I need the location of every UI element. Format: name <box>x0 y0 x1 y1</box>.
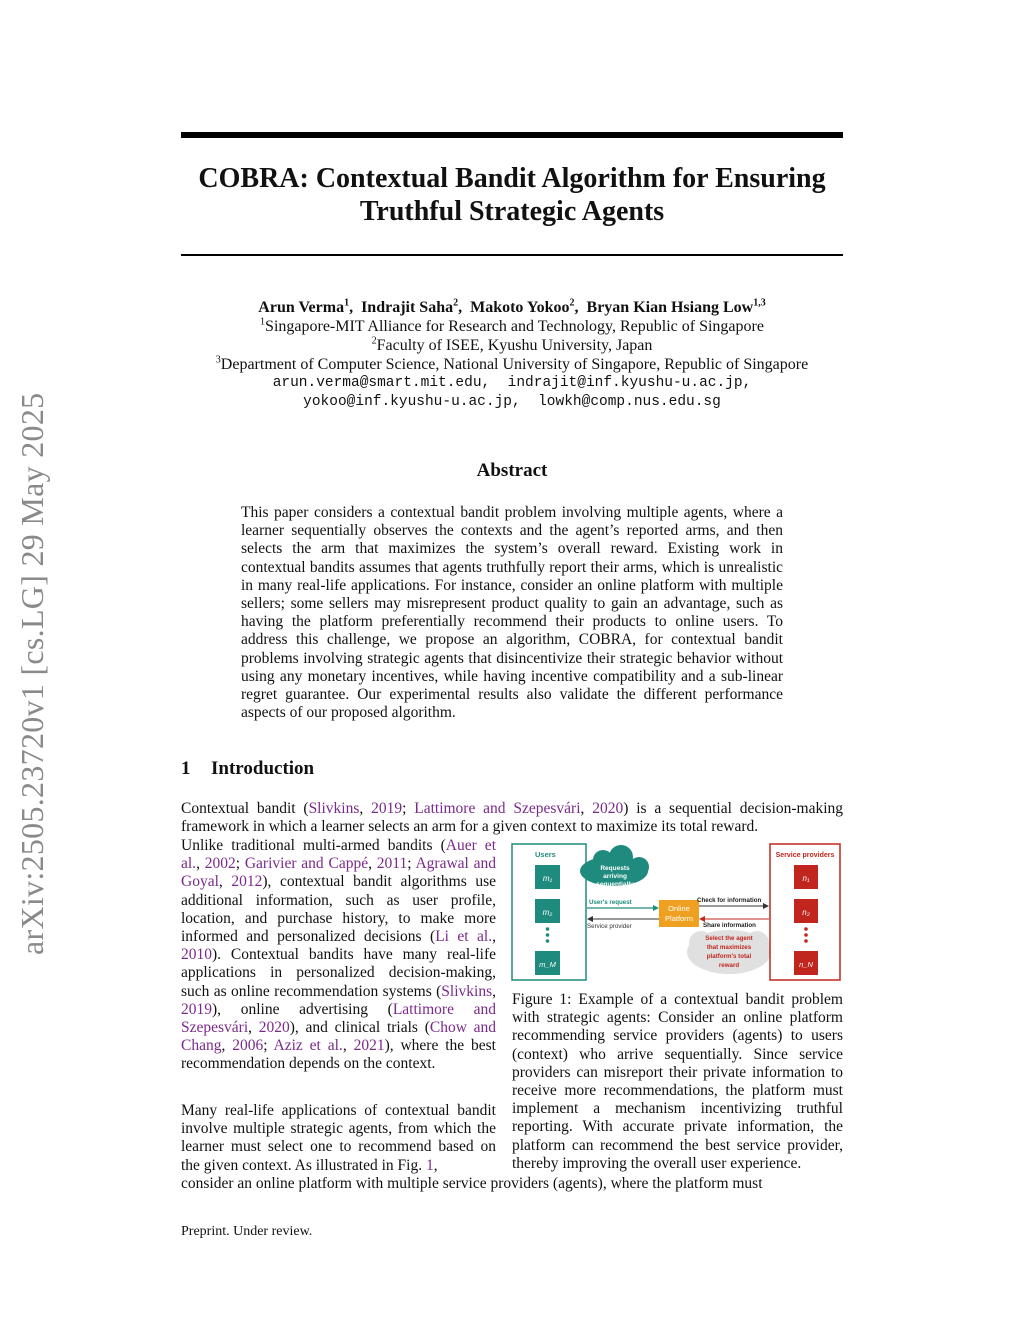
citation-link[interactable]: 2019 <box>371 800 403 817</box>
users-request-label: User's request <box>589 899 632 906</box>
citation-link[interactable]: 2020 <box>592 800 624 817</box>
citation-link[interactable]: 2006 <box>232 1037 264 1055</box>
ellipsis-dot <box>804 927 808 931</box>
user-label: m₁ <box>542 874 553 883</box>
figure-1 <box>511 843 842 983</box>
platform-text-line: Online <box>668 904 690 913</box>
emails-line-2: yokoo@inf.kyushu-u.ac.jp, lowkh@comp.nus.edu.sg <box>303 394 721 410</box>
cloud-text-line: sequentially <box>596 881 634 888</box>
section-number: 1 <box>181 758 191 779</box>
citation-link[interactable]: 2002 <box>204 855 236 873</box>
citation-link[interactable]: 2012 <box>231 873 263 891</box>
check-info-label: Check for information <box>697 897 762 904</box>
citation-link[interactable]: Lattimore and Szepesvári <box>181 1000 496 1037</box>
intro-paragraph-4: consider an online platform with multiple service providers (agents), where the platform must <box>181 1175 763 1192</box>
select-text-line: that maximizes <box>706 944 752 951</box>
paper-title: COBRA: Contextual Bandit Algorithm for Ensuring Truthful Strategic Agents <box>198 163 826 227</box>
citation-link[interactable]: Lattimore and Szepesvári <box>414 800 581 817</box>
figure-ref-link[interactable]: 1 <box>425 1156 434 1174</box>
select-text-line: Select the agent <box>705 935 753 942</box>
arrowhead <box>653 905 659 911</box>
citation-link[interactable]: 2020 <box>258 1019 290 1037</box>
provider-label: n₂ <box>802 908 810 917</box>
author-block <box>140 298 884 412</box>
title-bottom-rule <box>181 254 843 256</box>
ellipsis-dot <box>804 939 808 943</box>
section-heading <box>181 758 314 780</box>
share-info-label: Share information <box>703 922 756 929</box>
users-label: Users <box>535 850 556 859</box>
email-link[interactable]: indrajit@inf.kyushu-u.ac.jp <box>507 375 743 391</box>
arrowhead <box>587 916 593 922</box>
figure-caption: Figure 1: Example of a contextual bandit problem with strategic agents: Consider an online platform recommending service providers (agents) to users (context) who arrive sequentially. Since service providers can misreport their private information to receive more recommendations, the platform must implement a mechanism incentivizing truthful reporting. With accurate private information, the platform can recommend the best service provider, thereby improving the overall user experience. <box>512 991 843 1172</box>
provider-label: n_N <box>799 960 813 969</box>
citation-link[interactable]: Li et al. <box>435 928 493 946</box>
cloud-text-line: arriving <box>603 873 627 880</box>
citation-link[interactable]: 2011 <box>376 855 408 873</box>
ellipsis-dot <box>546 939 550 943</box>
citation-link[interactable]: 2010 <box>181 946 212 964</box>
affiliation-2: $^2$Faculty of ISEE, Kyushu University, Japan <box>371 335 653 354</box>
select-text-line: platform's total <box>706 953 752 960</box>
platform-text-line: Platform <box>665 914 693 923</box>
citation-link[interactable]: Garivier and Cappé <box>244 855 369 873</box>
citation-link[interactable]: 2021 <box>353 1037 385 1055</box>
citation-link[interactable]: Slivkins <box>308 800 360 817</box>
citation-link[interactable]: Agrawal and Goyal <box>181 855 497 891</box>
emails-line-1: arun.verma@smart.mit.edu, indrajit@inf.kyushu-u.ac.jp, <box>272 375 752 391</box>
provider-label: n₁ <box>802 874 810 883</box>
user-label: m₂ <box>542 908 553 917</box>
intro-paragraph-1: Contextual bandit (Slivkins, 2019; Lattimore and Szepesvári, 2020) is a sequential decision-making framework in which a learner selects an arm for a given context to maximize its total reward. <box>181 800 844 836</box>
affiliation-3: $^3$Department of Computer Science, National University of Singapore, Republic of Singapore <box>215 354 809 373</box>
abstract-text: This paper considers a contextual bandit problem involving multiple agents, where a learner sequentially observes the contexts and the agent’s reported arms, and then selects the arm that maximizes the system’s overall reward. Existing work in contextual bandits assumes that agents truthfully report their arms, which is unrealistic in many real-life applications. For instance, consider an online platform with multiple sellers; some sellers may misrepresent product quality to gain an advantage, such as having the platform preferentially recommend their products to online users. To address this challenge, we propose an algorithm, COBRA, for contextual bandit problems involving strategic agents that disincentivize their strategic behavior without using any monetary incentives, while having incentive compatibility and a sub-linear regret guarantee. Our experimental results also validate the different performance aspects of our proposed algorithm. <box>241 504 783 722</box>
affiliation-1: $^1$Singapore-MIT Alliance for Research and Technology, Republic of Singapore <box>260 316 764 335</box>
email-link[interactable]: arun.verma@smart.mit.edu <box>272 375 482 391</box>
section-title: Introduction <box>211 758 315 779</box>
citation-link[interactable]: 2019 <box>181 1000 212 1018</box>
email-link[interactable]: lowkh@comp.nus.edu.sg <box>538 394 721 410</box>
ellipsis-dot <box>546 933 550 937</box>
arxiv-stamp: arXiv:2505.23720v1 [cs.LG] 29 May 2025 <box>14 392 50 955</box>
intro-paragraph-2: Unlike traditional multi-armed bandits (Auer et al., 2002; Garivier and Cappé, 2011; Agrawal and Goyal, 2012), contextual bandit algorithms use additional information, such as user profile, location, and purchase history, to make more informed and personalized decisions (Li et al., 2010). Contextual bandits have many real-life applications in personalized decision-making, such as online recommendation systems (Slivkins, 2019), online advertising (Lattimore and Szepesvári, 2020), and clinical trials (Chow and Chang, 2006; Aziz et al., 2021), where the best recommendation depends on the context. <box>181 837 497 1073</box>
ellipsis-dot <box>804 933 808 937</box>
intro-paragraph-3: Many real-life applications of contextual bandit involve multiple strategic agents, from which the learner must select one to recommend based on the given context. As illustrated in Fig. 1, <box>181 1102 496 1174</box>
ellipsis-dot <box>546 927 550 931</box>
title-top-rule <box>181 132 843 138</box>
citation-link[interactable]: Aziz et al. <box>273 1037 343 1055</box>
citation-link[interactable]: Auer et al. <box>181 837 496 873</box>
abstract-heading: Abstract <box>476 460 548 481</box>
footer-note: Preprint. Under review. <box>181 1224 313 1239</box>
cloud-text-line: Requests <box>600 865 630 872</box>
select-text-line: reward <box>718 962 740 969</box>
providers-label: Service providers <box>775 852 835 859</box>
user-label: m_M <box>539 960 556 969</box>
email-link[interactable]: yokoo@inf.kyushu-u.ac.jp <box>303 394 512 410</box>
citation-link[interactable]: Slivkins <box>441 982 493 1000</box>
author-names: Arun Verma$^1$, Indrajit Saha$^2$, Makoto Yokoo$^2$, Bryan Kian Hsiang Low$^{1,3}$ <box>258 297 766 316</box>
citation-link[interactable]: Chow and Chang <box>181 1019 497 1055</box>
arrowhead <box>763 903 769 909</box>
service-provider-label: Service provider <box>587 923 632 930</box>
